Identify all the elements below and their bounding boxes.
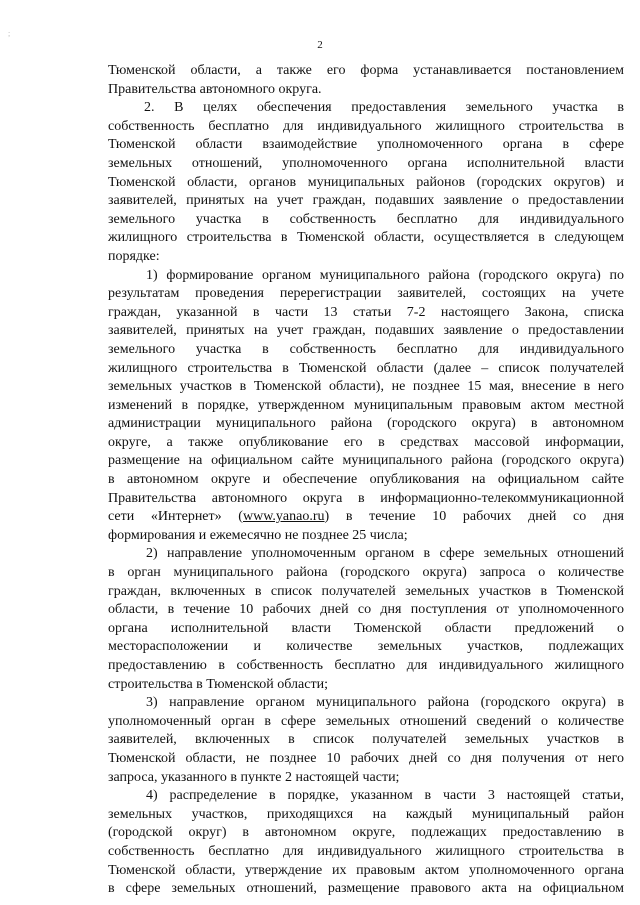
text-line: администрации муниципального района (городского округа) в автономном [108, 416, 624, 432]
text-line: земельных участков, приходящихся на каждый муниципальный район [108, 806, 624, 822]
text-line: в автономном округе и обеспечение опубликования на официальном сайте [108, 472, 624, 488]
text-line: 4) распределение в порядке, указанном в части 3 настоящей статьи, [146, 788, 624, 804]
text-line: граждан, указанной в части 13 статьи 7-2 настоящего Закона, списка [108, 304, 624, 320]
paragraph [108, 267, 624, 546]
text-line: жилищного строительства в Тюменской области (далее – список получателей [108, 360, 624, 376]
text-line: заявителей, принятых на учет граждан, подавших заявление о предоставлении [108, 193, 624, 209]
text-line: Тюменской области, утверждение их правовым актом уполномоченного органа [108, 862, 624, 878]
text-line: собственность бесплатно для индивидуального жилищного строительства в [108, 843, 624, 859]
text-line: земельных участков в Тюменской области), не позднее 15 мая, внесение в него [108, 379, 624, 395]
text-line: (городской округ) в автономном округе, подлежащих предоставлению в [108, 825, 624, 841]
text-line: месторасположении и количестве земельных участков, подлежащих [108, 639, 624, 655]
website-link: www.yanao.ru [242, 509, 325, 525]
text-line: результатам проведения перерегистрации заявителей, состоящих на учете [108, 286, 624, 302]
text-line: запроса, указанного в пункте 2 настоящей части; [108, 769, 400, 785]
paragraph [108, 545, 624, 694]
page-number: 2 [317, 39, 323, 51]
text-line: в сфере земельных отношений, размещение правового акта на официальном [108, 881, 624, 897]
paragraph [108, 99, 624, 266]
text-line: формирования и ежемесячно не позднее 25 числа; [108, 527, 408, 543]
text-line: сети «Интернет» (www.yanao.ru) в течение 10 рабочих дней со дня [108, 509, 624, 525]
text-line: земельных отношений, уполномоченного органа исполнительной власти [108, 155, 624, 171]
paragraph [108, 694, 624, 787]
text-line: Тюменской области, не позднее 10 рабочих дней со дня получения от него [108, 750, 624, 766]
text-line: предоставлению в собственность бесплатно для индивидуального жилищного [108, 658, 624, 673]
text-line: заявителей, принятых на учет граждан, подавших заявление о предоставлении [108, 323, 624, 339]
text-line: строительства в Тюменской области; [108, 676, 328, 692]
text-line: 1) формирование органом муниципального района (городского округа) по [146, 267, 624, 283]
paragraph [108, 787, 624, 899]
text-line: земельного участка в собственность бесплатно для индивидуального [108, 341, 624, 357]
text-line: заявителей, включенных в список получателей земельных участков в [108, 732, 624, 748]
text-line: 2) направление уполномоченным органом в сфере земельных отношений [146, 546, 624, 562]
text-line: Тюменской области, органов муниципальных районов (городских округов) и [108, 174, 624, 190]
text-line: Правительства автономного округа. [108, 81, 322, 97]
text-line: жилищного строительства в Тюменской области, осуществляется в следующем [108, 230, 624, 246]
text-line: Тюменской области взаимодействие уполномоченного органа в сфере [108, 137, 624, 153]
paragraph [108, 62, 624, 99]
document-body [108, 62, 624, 899]
text-line: Правительства автономного округа в информационно-телекоммуникационной [108, 490, 624, 506]
text-line: граждан, включенных в список получателей земельных участков в Тюменской [108, 583, 624, 599]
text-line: уполномоченный орган в сфере земельных отношений сведений о количестве [108, 713, 624, 729]
scan-margin-mark: ; [8, 29, 11, 38]
text-line: порядке: [108, 248, 160, 264]
text-line: области, в течение 10 рабочих дней со дня поступления от уполномоченного [108, 602, 624, 618]
text-line: 2. В целях обеспечения предоставления земельного участка в [144, 100, 624, 116]
text-line: размещение на официальном сайте муниципального района (городского округа) [108, 453, 624, 469]
text-line: земельного участка в собственность бесплатно для индивидуального [108, 211, 624, 227]
text-line: 3) направление органом муниципального района (городского округа) в [146, 695, 624, 711]
text-line: собственность бесплатно для индивидуального жилищного строительства в [108, 118, 624, 134]
text-line: Тюменской области, а также его форма устанавливается постановлением [108, 63, 624, 78]
text-line: округе, а также опубликование его в средствах массовой информации, [108, 434, 624, 450]
text-line: в орган муниципального района (городского округа) запроса о количестве [108, 565, 624, 581]
text-line: органа исполнительной власти Тюменской области предложений о [108, 620, 624, 636]
text-line: изменений в порядке, утвержденном муниципальным правовым актом местной [108, 397, 624, 413]
